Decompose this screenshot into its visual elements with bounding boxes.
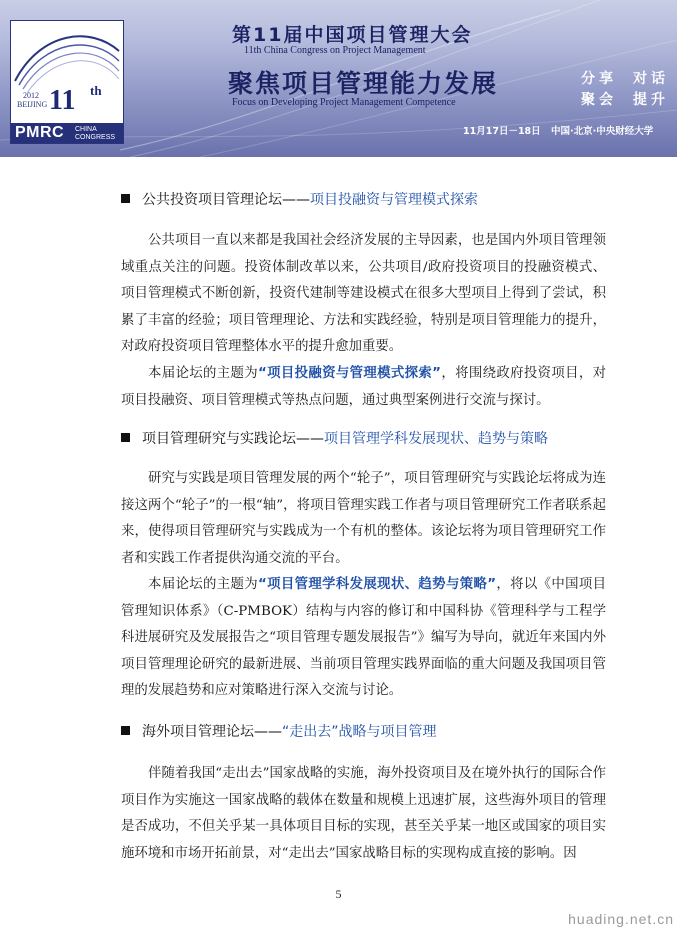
square-bullet-icon	[121, 433, 130, 442]
section-heading-prefix: 公共投资项目管理论坛——	[142, 192, 310, 208]
section-heading-prefix: 项目管理研究与实践论坛——	[142, 431, 324, 447]
logo-pmrc-text: PMRC	[15, 124, 65, 141]
theme-title-en: Focus on Developing Project Management Competence	[232, 97, 456, 108]
paragraph: 伴随着我国“走出去”国家战略的实施，海外投资项目及在境外执行的国际合作项目作为实施这一国家战略的载体在数量和规模上迅速扩展，这些海外项目的管理是否成功，不但关乎某一具体项目目标的实现，甚至关乎某一地区或国家的项目实施环境和市场开拓前景，对“走出去”国家战略目标的实现构成直接的影响。因	[121, 766, 606, 861]
paragraph	[121, 572, 606, 705]
paragraph: 研究与实践是项目管理发展的两个“轮子”，项目管理研究与实践论坛将成为连接这两个“轮子”的一根“轴”，将项目管理实践工作者与项目管理研究工作者联系起来，使得项目管理研究与实践成为一个有机的整体。该论坛将为项目管理研究工作者和实践工作者提供沟通交流的平台。	[121, 471, 606, 566]
conference-venue: 中国·北京·中央财经大学	[551, 126, 654, 137]
conference-banner	[0, 0, 677, 157]
section-heading-prefix: 海外项目管理论坛——	[142, 724, 282, 740]
conference-date: 11月17日－18日	[463, 126, 541, 137]
logo-year: 2012 BEIJING	[17, 91, 48, 109]
square-bullet-icon	[121, 726, 130, 735]
pmrc-logo	[10, 20, 124, 144]
paragraph-theme-emphasis: “项目管理学科发展现状、趋势与策略”	[258, 577, 496, 592]
theme-title-cn: 聚焦项目管理能力发展	[228, 69, 499, 98]
section-heading	[121, 191, 641, 209]
logo-edition-number: 11	[49, 85, 76, 116]
section-heading	[121, 430, 641, 448]
slogan-improve: 提升	[633, 92, 669, 108]
conference-title-cn: 第11届中国项目管理大会	[232, 24, 473, 46]
logo-china-congress: CHINA CONGRESS	[75, 126, 116, 141]
slogan-share: 分享	[581, 71, 617, 87]
paragraph-lead: 本届论坛的主题为	[148, 366, 259, 381]
paragraph-rest: ，将围绕政府投资项目，对项目投融资、项目管理模式等热点问题，通过典型案例进行交流与探讨。	[121, 366, 607, 408]
paragraph-rest: ，将以《中国项目管理知识体系》（C-PMBOK）结构与内容的修订和中国科协《管理科学与工程学科进展研究及发展报告之“项目管理专题发展报告”》编写为导向，就近年来国内外项目管理理论研究的最新进展、当前项目管理实践界面临的重大问题及我国项目管理的发展趋势和应对策略进行深入交流与讨论。	[121, 577, 607, 699]
slogan-dialogue: 对话	[633, 71, 669, 87]
section-heading	[121, 723, 641, 741]
watermark-text: huading.net.cn	[568, 911, 674, 927]
paragraph-theme-emphasis: “项目投融资与管理模式探索”	[258, 366, 441, 381]
paragraph	[121, 361, 606, 414]
section-heading-topic: 项目管理学科发展现状、趋势与策略	[324, 431, 548, 447]
section-heading-topic: “走出去”战略与项目管理	[282, 724, 437, 740]
paragraph-lead: 本届论坛的主题为	[148, 577, 259, 592]
section-heading-topic: 项目投融资与管理模式探索	[310, 192, 478, 208]
conference-title-en: 11th China Congress on Project Management	[244, 45, 426, 56]
paragraph: 公共项目一直以来都是我国社会经济发展的主导因素，也是国内外项目管理领域重点关注的问题。投资体制改革以来，公共项目/政府投资项目的投融资模式、项目管理模式不断创新，投资代建制等建设模式在很多大型项目上得到了尝试，积累了丰富的经验；项目管理理论、方法和实践经验，特别是项目管理能力的提升，对政府投资项目管理整体水平的提升愈加重要。	[121, 233, 606, 355]
page-number: 5	[335, 887, 342, 901]
logo-edition-suffix: th	[90, 83, 102, 98]
slogan-gathering: 聚会	[581, 92, 617, 108]
square-bullet-icon	[121, 194, 130, 203]
